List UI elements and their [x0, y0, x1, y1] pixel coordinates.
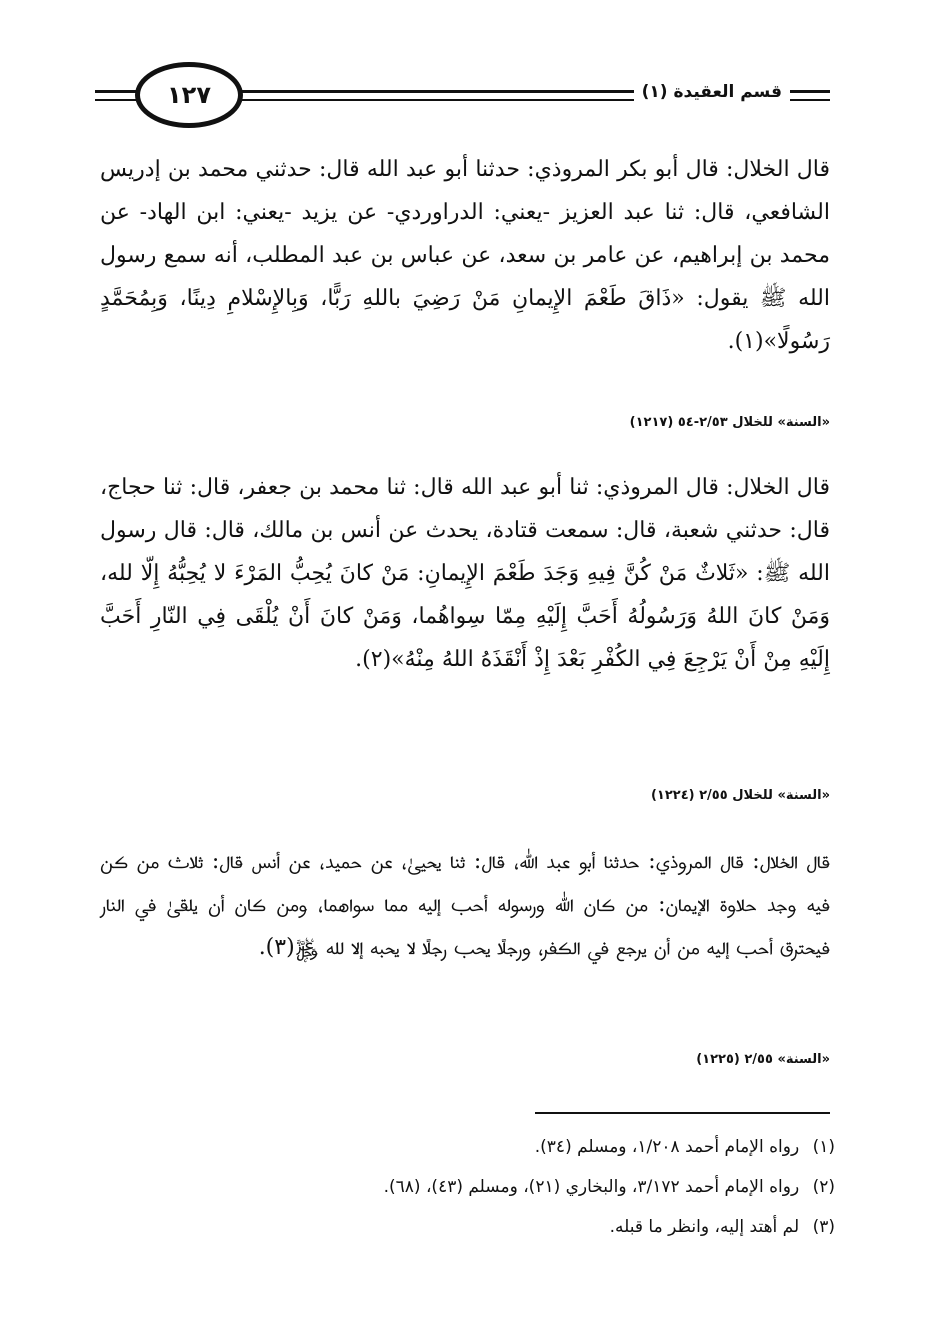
- footnote-number: (١): [812, 1137, 835, 1157]
- page-number-badge: [135, 62, 243, 128]
- section-title: قسم العقيدة (١): [634, 82, 790, 102]
- footnote-2: [100, 1175, 835, 1215]
- footnote-text: لم أهتد إليه، وانظر ما قبله.: [609, 1217, 800, 1237]
- footnote-3: [100, 1215, 835, 1255]
- page-number: ١٢٧: [167, 81, 211, 109]
- footnote-1: [100, 1135, 835, 1175]
- hadith-3-text: [100, 840, 830, 969]
- hadith-3-source: «السنة» ٢/٥٥ (١٢٢٥): [696, 1052, 830, 1067]
- footnote-text: رواه الإمام أحمد ٣/١٧٢، والبخاري (٢١)، ومسلم (٤٣)، (٦٨).: [383, 1177, 800, 1197]
- footnote-number: (٢): [812, 1177, 835, 1197]
- footnote-text: رواه الإمام أحمد ١/٢٠٨، ومسلم (٣٤).: [534, 1137, 800, 1157]
- footnote-number: (٣): [812, 1217, 835, 1237]
- hadith-2-text: [100, 466, 830, 681]
- page-header: [95, 62, 830, 134]
- hadith-1-paragraph: قال الخلال: قال أبو بكر المروذي: حدثنا أبو عبد الله قال: حدثني محمد بن إدريس الشافعي، قال: ثنا عبد العزيز -يعني: الدراوردي- عن يزيد -يعني: ابن الهاد- عن محمد بن إبراهيم، عن عامر بن سعد، عن عباس بن عبد المطلب، أنه سمع رسول الله ﷺ يقول: «ذَاقَ طَعْمَ الإِيمانِ مَنْ رَضِيَ باللهِ رَبًّا، وَبِالإِسْلامِ دِينًا، وَبِمُحَمَّدٍ رَسُولًا»(١).: [100, 157, 830, 354]
- footnote-separator: [535, 1112, 830, 1114]
- footnotes: [100, 1135, 835, 1255]
- hadith-2-paragraph: قال الخلال: قال المروذي: ثنا أبو عبد الله قال: ثنا محمد بن جعفر، قال: ثنا حجاج، قال: حدثني شعبة، قال: سمعت قتادة، يحدث عن أنس بن مالك، قال: قال رسول الله ﷺ: «ثَلاثٌ مَنْ كُنَّ فِيهِ وَجَدَ طَعْمَ الإِيمانِ: مَنْ كانَ يُحِبُّ المَرْءَ لا يُحِبُّهُ إِلّا لله، وَمَنْ كانَ اللهُ وَرَسُولُهُ أَحَبَّ إِلَيْهِ مِمّا سِواهُما، وَمَنْ كانَ أَنْ يُلْقَى فِي النّارِ أَحَبَّ إِلَيْهِ مِنْ أَنْ يَرْجِعَ فِي الكُفْرِ بَعْدَ إِذْ أَنْقَذَهُ اللهُ مِنْهُ»(٢).: [100, 475, 830, 672]
- hadith-3-paragraph: قال الخلال: قال المروذي: حدثنا أبو عبد الله، قال: ثنا يحيىٰ، عن حميد، عن أنس قال: ثلاث من كن فيه وجد حلاوة الإيمان: من كان الله ورسوله أحب إليه مما سواهما، ومن كان أن يلقىٰ في النار فيحترق أحب إليه من أن يرجع في الكفر، ورجلًا يحب رجلًا لا يحبه إلا لله ﷿(٣).: [100, 849, 831, 960]
- hadith-1-text: [100, 148, 830, 363]
- hadith-2-source: «السنة» للخلال ٢/٥٥ (١٢٢٤): [650, 788, 830, 803]
- hadith-1-source: «السنة» للخلال ٢/٥٣-٥٤ (١٢١٧): [629, 415, 830, 430]
